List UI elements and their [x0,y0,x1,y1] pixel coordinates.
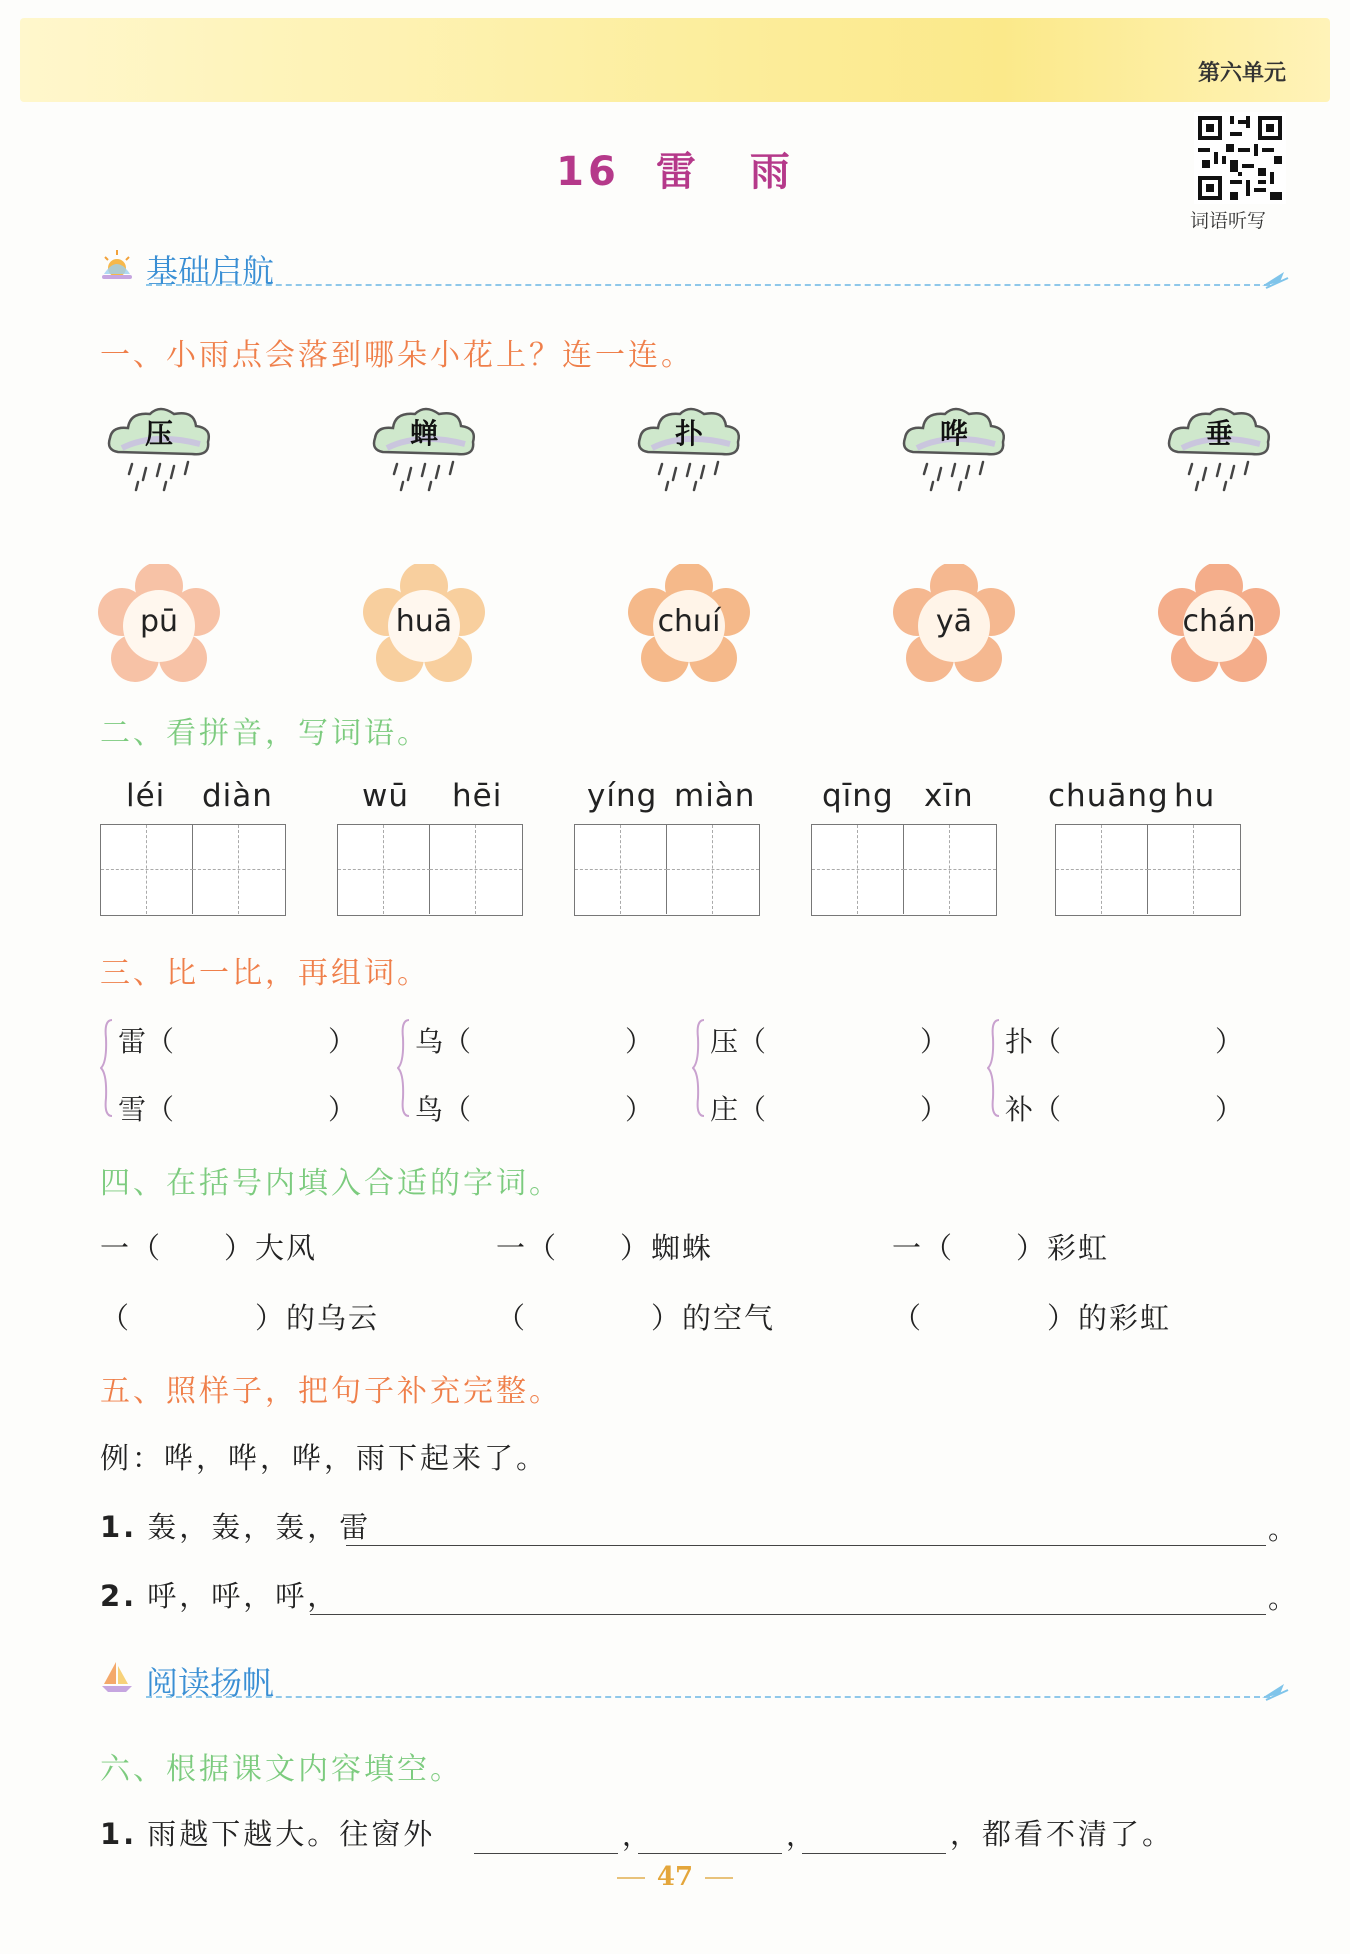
compare-pair [397,1014,654,1126]
tianzige-box[interactable] [100,824,286,916]
section-basic-header [100,244,1290,288]
flower-pinyin: huā [395,604,453,639]
example-sentence: 例：哗，哗，哗，雨下起来了。 [100,1441,549,1475]
flower-card [98,564,220,686]
answer-line[interactable] [638,1852,782,1854]
pinyin-syllable: yíng [587,778,658,814]
comma-mark: ， [786,1819,815,1852]
flower-pinyin: pū [139,604,179,639]
cloud-card [899,402,1009,502]
top-banner [20,18,1330,102]
page-number-value: 47 [656,1862,694,1892]
sun-icon [100,248,134,282]
answer-line[interactable] [310,1613,1266,1615]
close-paren: ） [625,1093,654,1126]
q4-title: 四、在括号内填入合适的字词。 [100,1166,562,1201]
sentence-tail: ，都看不清了。 [950,1817,1175,1851]
pinyin-syllable: xīn [924,778,974,814]
pinyin-syllable: diàn [202,778,273,814]
compare-char: 庄（ [710,1093,767,1126]
item-number: 1. [100,1817,138,1851]
brace-icon [692,1018,706,1118]
lesson-title-char-1: 雷 [655,149,700,195]
compare-pair [100,1014,357,1126]
compare-line[interactable] [415,1088,654,1128]
fill-blank-phrase[interactable]: （ ）的空气 [496,1301,776,1335]
close-paren: ） [920,1025,949,1058]
q1-title: 一、小雨点会落到哪朵小花上？连一连。 [100,338,694,373]
section-divider [146,1696,1270,1698]
close-paren: ） [328,1093,357,1126]
answer-line[interactable] [802,1852,946,1854]
sentence-item [100,1505,371,1546]
tianzige-box[interactable] [337,824,523,916]
pinyin-syllable: miàn [674,778,756,814]
fill-blank-phrase[interactable]: 一（ ）彩虹 [892,1231,1110,1265]
section-divider [146,284,1270,286]
compare-line[interactable] [118,1020,357,1060]
cloud-char: 哗 [939,417,968,450]
compare-char: 压（ [710,1025,767,1058]
answer-line[interactable] [474,1852,618,1854]
page-number [0,1862,1350,1892]
compare-char: 雷（ [118,1025,175,1058]
compare-pair [692,1014,949,1126]
pinyin-syllable: wū [362,778,410,814]
cloud-card [104,402,214,502]
pinyin-syllable: chuāng [1048,778,1169,814]
tianzige-box[interactable] [1055,824,1241,916]
cloud-char: 压 [144,417,173,450]
flower-card [628,564,750,686]
flower-pinyin: chán [1182,604,1256,639]
pinyin-syllable: hēi [452,778,503,814]
compare-line[interactable] [710,1020,949,1060]
brace-icon [100,1018,114,1118]
unit-label: 第六单元 [1197,61,1286,86]
compare-char: 补（ [1005,1093,1062,1126]
sailboat-icon [100,1660,134,1694]
fill-blank-phrase[interactable]: （ ）的乌云 [100,1301,380,1335]
section-reading-title: 阅读扬帆 [146,1664,275,1702]
flower-card [363,564,485,686]
fill-blank-phrase[interactable]: （ ）的彩虹 [892,1301,1172,1335]
compare-char: 扑（ [1005,1025,1062,1058]
compare-char: 乌（ [415,1025,472,1058]
lesson-number: 16 [556,149,620,195]
flower-card [1158,564,1280,686]
cloud-char: 蝉 [409,417,438,450]
sentence-lead: 轰，轰，轰，雷 [147,1510,372,1544]
close-paren: ） [920,1093,949,1126]
compare-line[interactable] [118,1088,357,1128]
compare-pair [987,1014,1244,1126]
compare-line[interactable] [710,1088,949,1128]
section-basic-title: 基础启航 [146,252,275,290]
cloud-card [369,402,479,502]
page-number-dash [617,1877,645,1879]
section-reading-header [100,1656,1290,1700]
q3-title: 三、比一比，再组词。 [100,956,430,991]
close-paren: ） [1215,1025,1244,1058]
sentence-item [100,1574,339,1615]
wave-arrow-icon [1260,268,1290,290]
pinyin-syllable: hu [1174,778,1216,814]
period-mark: 。 [1268,1513,1297,1546]
compare-char: 鸟（ [415,1093,472,1126]
tianzige-box[interactable] [574,824,760,916]
lesson-title [0,140,1350,197]
fill-blank-phrase[interactable]: 一（ ）蜘蛛 [496,1231,714,1265]
flower-pinyin: yā [935,604,973,639]
flower-pinyin: chuí [657,604,721,639]
cloud-card [1164,402,1274,502]
fill-blank-phrase[interactable]: 一（ ）大风 [100,1231,318,1265]
cloud-char: 垂 [1204,417,1233,450]
wave-arrow-icon [1260,1680,1290,1702]
sentence-item [100,1812,435,1853]
period-mark: 。 [1268,1582,1297,1615]
item-number: 1. [100,1510,138,1544]
q6-title: 六、根据课文内容填空。 [100,1752,463,1787]
flower-card [893,564,1015,686]
compare-line[interactable] [415,1020,654,1060]
q5-title: 五、照样子，把句子补充完整。 [100,1374,562,1409]
cloud-char: 扑 [674,417,703,450]
page-number-dash [705,1877,733,1879]
item-number: 2. [100,1579,138,1613]
cloud-card [634,402,744,502]
close-paren: ） [625,1025,654,1058]
close-paren: ） [1215,1093,1244,1126]
brace-icon [397,1018,411,1118]
lesson-title-char-2: 雨 [749,149,794,195]
pinyin-syllable: léi [126,778,166,814]
compare-char: 雪（ [118,1093,175,1126]
comma-mark: ， [622,1819,651,1852]
close-paren: ） [328,1025,357,1058]
sentence-lead: 呼，呼，呼， [147,1579,340,1613]
brace-icon [987,1018,1001,1118]
compare-line[interactable] [1005,1088,1244,1128]
tianzige-box[interactable] [811,824,997,916]
sentence-lead: 雨越下越大。往窗外 [147,1817,436,1851]
answer-line[interactable] [346,1544,1266,1546]
compare-line[interactable] [1005,1020,1244,1060]
q2-title: 二、看拼音，写词语。 [100,716,430,751]
qr-caption: 词语听写 [1190,210,1267,232]
pinyin-syllable: qīng [822,778,894,814]
